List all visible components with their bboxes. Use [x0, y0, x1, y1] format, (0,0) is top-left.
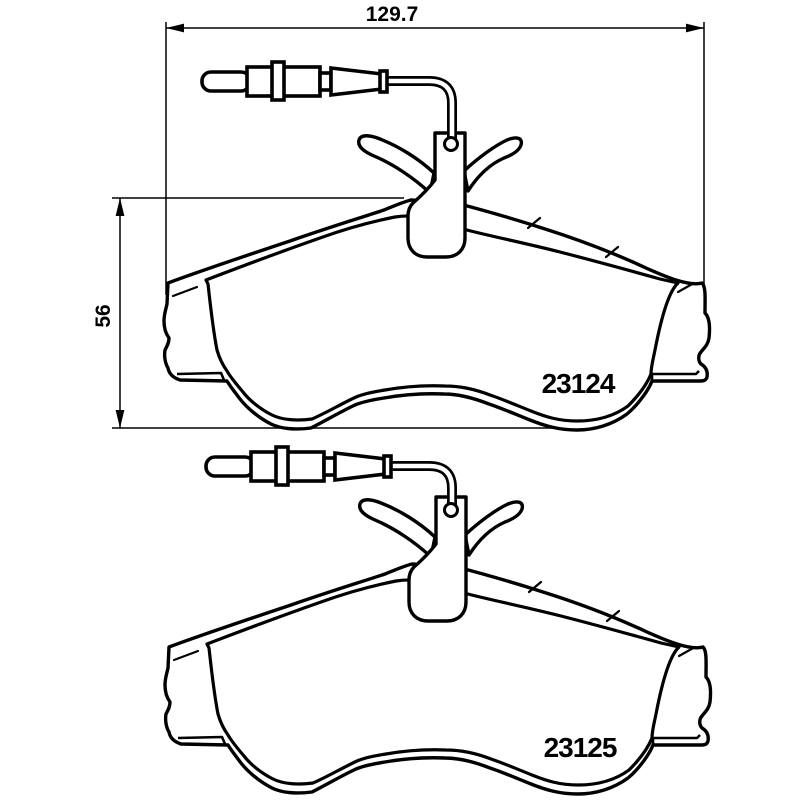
brake-pad-top-view: [164, 62, 710, 430]
height-dimension-label: 56: [92, 304, 115, 328]
part-number-top: 23124: [541, 368, 615, 399]
width-dimension-label: 129.7: [365, 3, 419, 26]
wear-sensor: [206, 447, 391, 485]
sensor-rivet: [445, 138, 458, 151]
arrow-down-icon: [116, 410, 125, 428]
part-number-bottom: 23125: [543, 732, 617, 763]
wear-sensor: [202, 62, 387, 100]
brake-pad-bottom-view: [165, 447, 711, 794]
arrow-right-icon: [686, 24, 704, 33]
arrow-left-icon: [166, 24, 184, 33]
arrow-up-icon: [116, 198, 125, 216]
sensor-rivet: [445, 504, 458, 517]
